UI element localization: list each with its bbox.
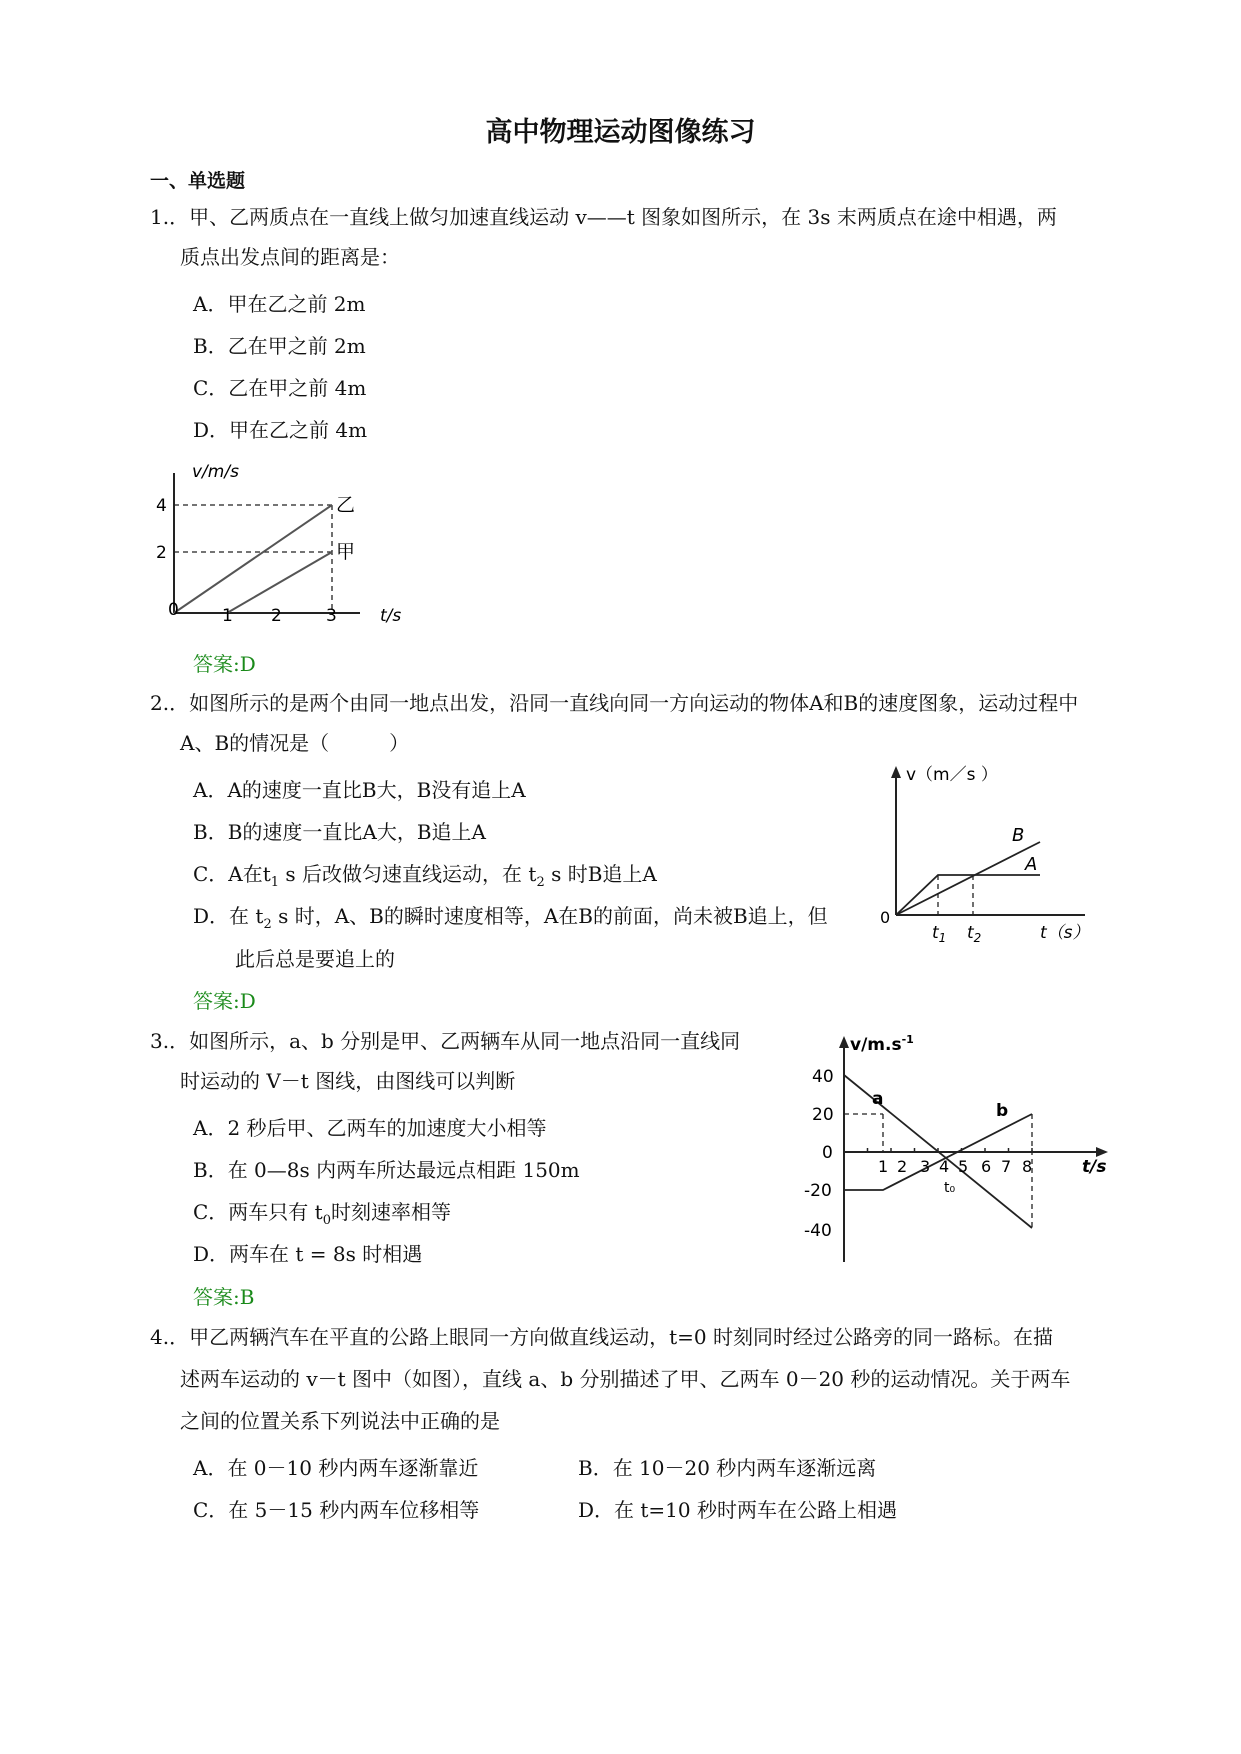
q2-origin: 0 bbox=[880, 908, 891, 927]
q2-ylabel: v（m／s ） bbox=[906, 765, 998, 785]
q2-vt-chart bbox=[870, 760, 1100, 950]
q3-ytick-m40: -40 bbox=[804, 1221, 832, 1241]
q2-stem-line2: A、B的情况是（ ） bbox=[180, 731, 410, 755]
q2-xtick-t1: $t_1$ bbox=[932, 923, 947, 945]
q3-y-arrow bbox=[839, 1036, 849, 1048]
q1-answer: 答案:D bbox=[193, 652, 256, 676]
q1-option-b: B．乙在甲之前 2m bbox=[193, 334, 366, 358]
q3-label-a: a bbox=[872, 1089, 884, 1109]
q1-option-c: C．乙在甲之前 4m bbox=[193, 376, 367, 400]
q2-option-d: D．在 $t_2$ s 时，A、B的瞬时速度相等，A在B的前面，尚未被B追上，但 bbox=[193, 904, 828, 932]
q2-label-b: B bbox=[1012, 825, 1025, 846]
q3-t0-label: t₀ bbox=[944, 1180, 956, 1196]
q2-option-d-line2: 此后总是要追上的 bbox=[235, 947, 395, 971]
q2-xtick-t2: $t_2$ bbox=[967, 923, 982, 945]
q1-option-a: A．甲在乙之前 2m bbox=[193, 292, 366, 316]
q3-ytick-20: 20 bbox=[812, 1105, 834, 1125]
q3-ytick-0: 0 bbox=[822, 1143, 833, 1163]
q2-y-arrow bbox=[891, 766, 901, 778]
section-heading: 一、单选题 bbox=[150, 170, 246, 192]
q2-line-b bbox=[896, 842, 1040, 915]
q2-label-a: A bbox=[1025, 854, 1038, 875]
q3-option-a: A．2 秒后甲、乙两车的加速度大小相等 bbox=[193, 1116, 547, 1140]
q1-label-yi: 乙 bbox=[336, 494, 356, 516]
q3-ytick-40: 40 bbox=[812, 1067, 834, 1087]
q3-stem-line1: 3.．如图所示，a、b 分别是甲、乙两辆车从同一地点沿同一直线同 bbox=[150, 1029, 741, 1053]
q2-answer: 答案:D bbox=[193, 989, 256, 1013]
q4-stem-line1: 4.．甲乙两辆汽车在平直的公路上眼同一方向做直线运动，t=0 时刻同时经过公路旁的同一路标。在描 bbox=[150, 1325, 1053, 1349]
q2-line-a bbox=[896, 875, 1040, 915]
q1-xtick-3: 3 bbox=[326, 606, 337, 626]
q1-xtick-0: 0 bbox=[168, 600, 179, 620]
q4-option-a: A．在 0－10 秒内两车逐渐靠近 bbox=[193, 1456, 479, 1480]
q4-option-c: C．在 5－15 秒内两车位移相等 bbox=[193, 1498, 480, 1522]
q1-xtick-2: 2 bbox=[271, 606, 282, 626]
q3-option-b: B．在 0—8s 内两车所达最远点相距 150m bbox=[193, 1158, 580, 1182]
q2-stem-line1: 2.．如图所示的是两个由同一地点出发，沿同一直线向同一方向运动的物体A和B的速度图象，运动过程中 bbox=[150, 691, 1079, 715]
q3-vt-chart bbox=[800, 1030, 1120, 1270]
q2-option-b: B．B的速度一直比A大，B追上A bbox=[193, 820, 486, 844]
q2-option-c: C．A在$t_1$ s 后改做匀速直线运动，在 $t_2$ s 时B追上A bbox=[193, 862, 657, 890]
q1-xtick-1: 1 bbox=[222, 606, 233, 626]
q3-xtick-7: 7 bbox=[1001, 1157, 1012, 1176]
q1-ylabel: v/m/s bbox=[192, 462, 239, 482]
q3-xtick-5: 5 bbox=[958, 1157, 969, 1176]
q3-xtick-2: 2 bbox=[897, 1157, 908, 1176]
q2-option-a: A．A的速度一直比B大，B没有追上A bbox=[193, 778, 526, 802]
q3-answer: 答案:B bbox=[193, 1285, 255, 1309]
q1-ytick-2: 2 bbox=[156, 543, 167, 563]
q4-option-b: B．在 10－20 秒内两车逐渐远离 bbox=[578, 1456, 877, 1480]
q3-xtick-3: 3 bbox=[920, 1157, 931, 1176]
q1-stem-line2: 质点出发点间的距离是： bbox=[180, 245, 400, 269]
q4-stem-line2: 述两车运动的 v－t 图中（如图），直线 a、b 分别描述了甲、乙两车 0－20 秒的运动情况。关于两车 bbox=[180, 1367, 1071, 1391]
q1-label-jia: 甲 bbox=[336, 541, 356, 563]
q3-ylabel: $v/m.s^{-1}$ bbox=[850, 1033, 914, 1055]
q1-vt-chart bbox=[140, 455, 440, 635]
page-title: 高中物理运动图像练习 bbox=[485, 117, 756, 148]
q4-stem-line3: 之间的位置关系下列说法中正确的是 bbox=[180, 1409, 500, 1433]
q3-xtick-1: 1 bbox=[878, 1157, 889, 1176]
q3-xtick-8: 8 bbox=[1022, 1157, 1033, 1176]
q3-xtick-6: 6 bbox=[981, 1157, 992, 1176]
q3-xlabel: t/s bbox=[1082, 1157, 1107, 1177]
q3-stem-line2: 时运动的 V－t 图线，由图线可以判断 bbox=[180, 1069, 516, 1093]
q3-xtick-4: 4 bbox=[939, 1157, 950, 1176]
q1-option-d: D．甲在乙之前 4m bbox=[193, 418, 368, 442]
q3-ytick-m20: -20 bbox=[804, 1181, 832, 1201]
q3-option-d: D．两车在 t = 8s 时相遇 bbox=[193, 1242, 423, 1266]
q1-line-jia bbox=[227, 552, 332, 613]
q4-option-d: D．在 t=10 秒时两车在公路上相遇 bbox=[578, 1498, 897, 1522]
q1-stem-line1: 1.．甲、乙两质点在一直线上做匀加速直线运动 v——t 图象如图所示，在 3s 末两质点在途中相遇，两 bbox=[150, 205, 1057, 229]
q3-label-b: b bbox=[996, 1101, 1009, 1121]
q1-xlabel: t/s bbox=[380, 606, 402, 626]
q3-option-c: C．两车只有 $t_0$时刻速率相等 bbox=[193, 1200, 451, 1228]
q3-x-arrow bbox=[1096, 1147, 1108, 1157]
q1-ytick-4: 4 bbox=[156, 496, 167, 516]
q2-xlabel: t（s） bbox=[1040, 923, 1090, 943]
